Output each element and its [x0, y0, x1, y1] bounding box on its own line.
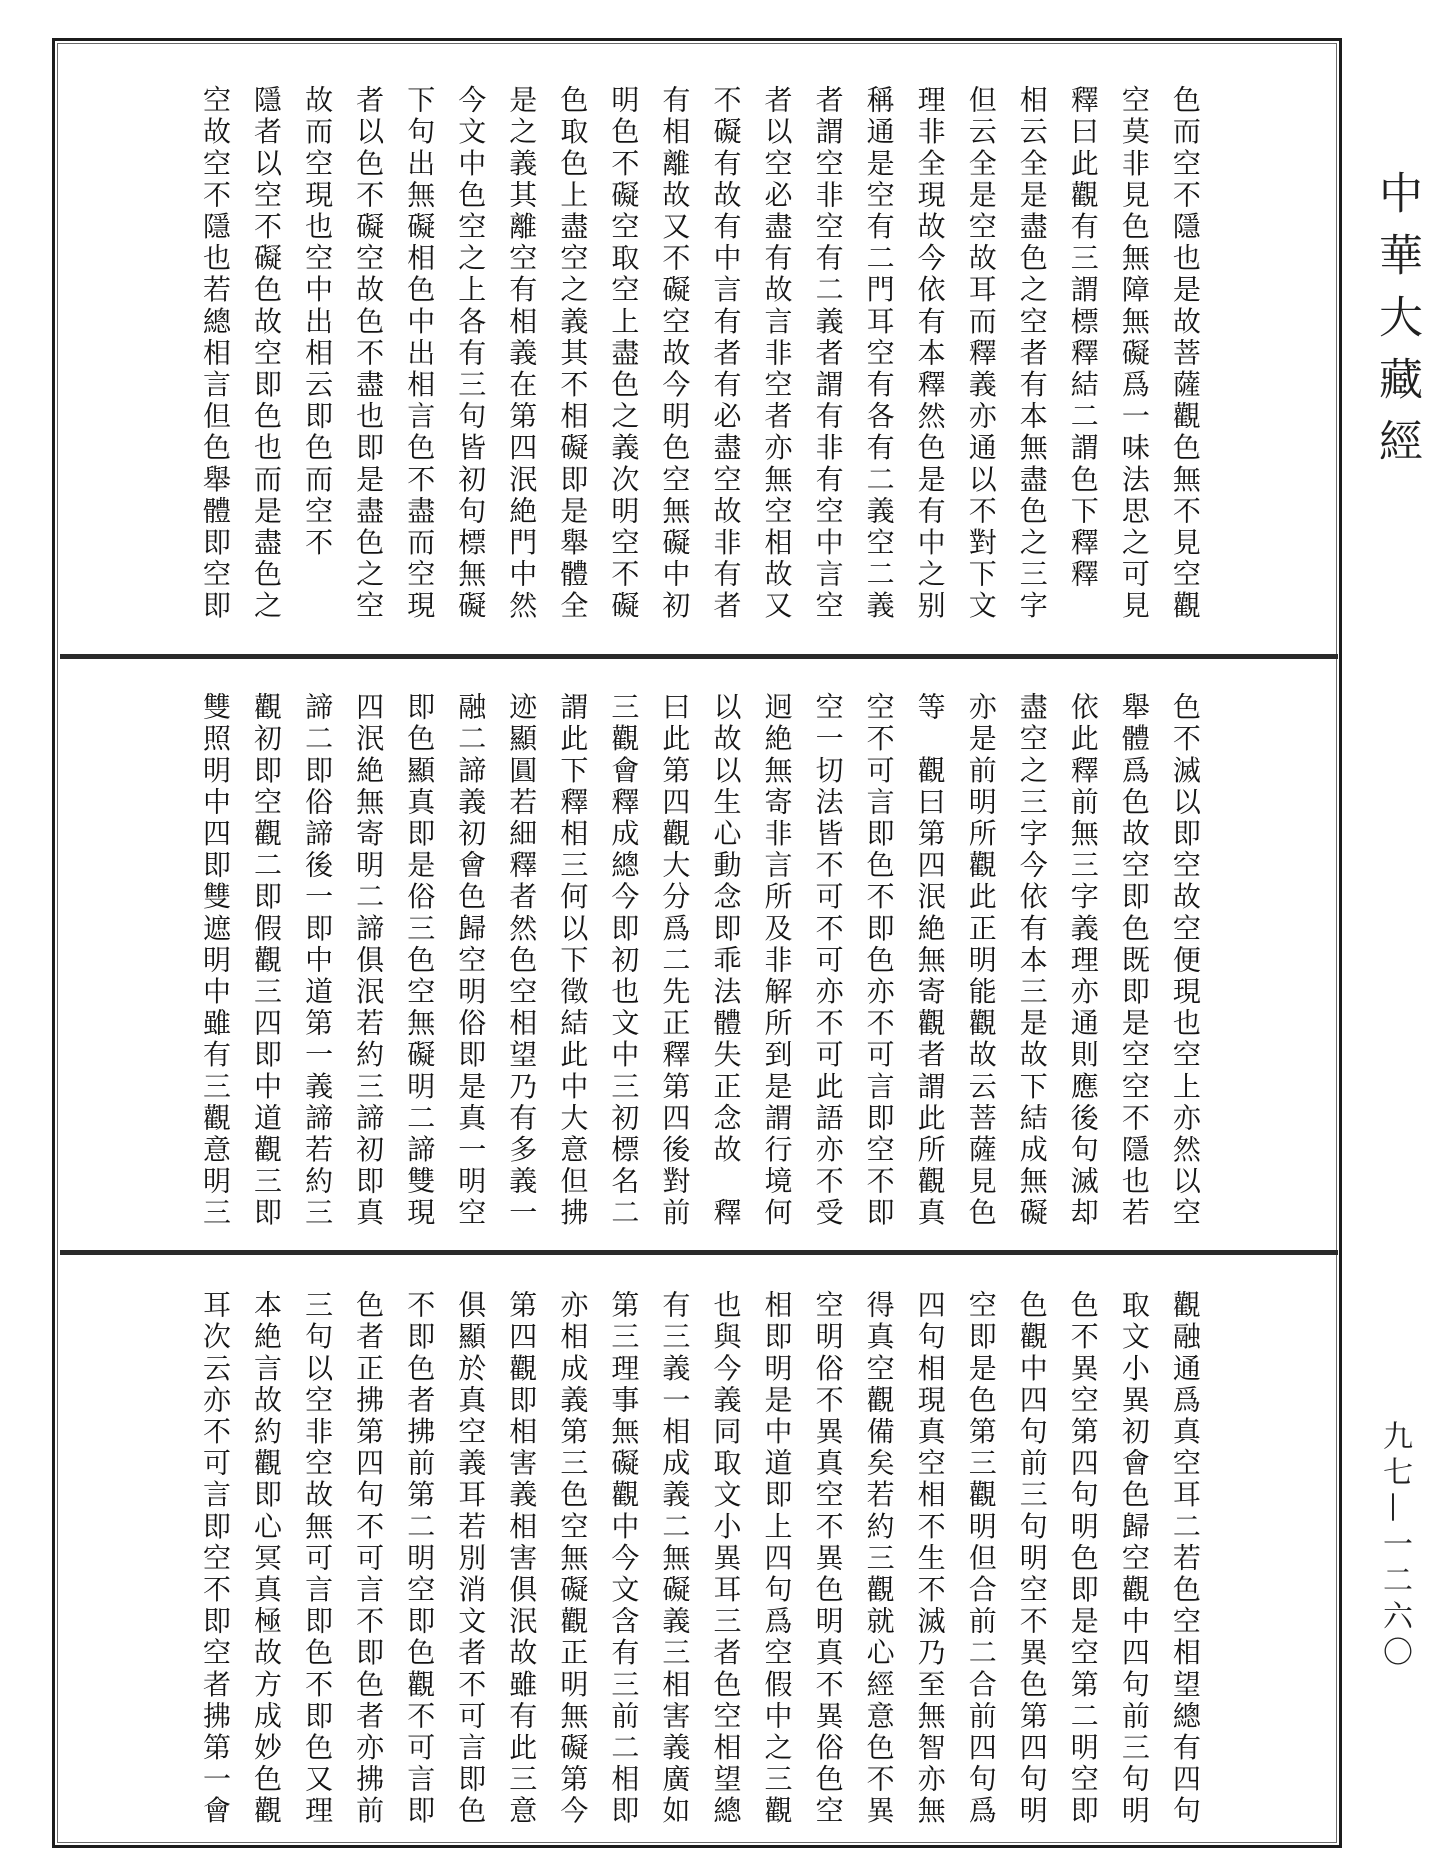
- text-panel-middle: [195, 692, 1205, 1232]
- text-column: 色不異空第四句明色即是空第二明空即: [1066, 1290, 1100, 1828]
- text-panel-bottom: [195, 1290, 1205, 1830]
- text-column: 迹顯圓若細釋者然色空相望乃有多義一: [505, 692, 539, 1230]
- text-column: 隱者以空不礙色故空即色也而是盡色之: [250, 85, 284, 623]
- text-column: 盡空之三字今依有本三是故下結成無礙: [1015, 692, 1049, 1230]
- text-column: 空故空不隱也若總相言但色舉體即空即: [199, 85, 232, 623]
- text-column: 四泯絶無寄明二諦俱泯若約三諦初即真: [352, 692, 386, 1230]
- text-column: 明色不礙空取空上盡色之義次明空不礙: [607, 85, 641, 623]
- text-column: 四句相現真空相不生不滅乃至無智亦無: [913, 1290, 947, 1828]
- text-column: 亦是前明所觀此正明能觀故云菩薩見色: [964, 692, 998, 1230]
- text-column: 三句以空非空故無可言即色不即色又理: [301, 1290, 335, 1828]
- text-column: 理非全現故今依有本釋然色是有中之别: [913, 85, 947, 623]
- text-column: 色者正拂第四句不可言不即色者亦拂前: [352, 1290, 386, 1828]
- text-column: 空莫非見色無障無礙爲一味法思之可見: [1117, 85, 1151, 623]
- text-column: 空即是色第三觀明但合前二合前四句爲: [964, 1290, 998, 1828]
- text-column: 是之義其離空有相義在第四泯絶門中然: [505, 85, 539, 623]
- text-column: 色觀中四句前三句明空不異色第四句明: [1015, 1290, 1049, 1828]
- text-column: 相即明是中道即上四句爲空假中之三觀: [760, 1290, 794, 1828]
- text-column: 釋曰此觀有三謂標釋結二謂色下釋釋: [1066, 85, 1100, 591]
- text-column: 相云全是盡色之空者有本無盡色之三字: [1015, 85, 1049, 623]
- text-column: 不礙有故有中言有者有必盡空故非有者: [709, 85, 743, 623]
- text-column: 但云全是空故耳而釋義亦通以不對下文: [964, 85, 998, 623]
- text-column: 色而空不隱也是故菩薩觀色無不見空觀: [1168, 85, 1202, 623]
- text-column: 以故以生心動念即乖法體失正念故 釋: [709, 692, 743, 1230]
- text-column: 第三理事無礙觀中今文含有三前二相即: [607, 1290, 641, 1828]
- text-column: 依此釋前無三字義理亦通則應後句滅却: [1066, 692, 1100, 1230]
- text-column: 空一切法皆不可不可亦不可此語亦不受: [811, 692, 845, 1230]
- text-column: 空不可言即色不即色亦不可言即空不即: [862, 692, 896, 1230]
- text-column: 觀融通爲真空耳二若色空相望總有四句: [1168, 1290, 1202, 1828]
- text-column: 本絶言故約觀即心冥真極故方成妙色觀: [250, 1290, 284, 1828]
- text-column: 色不滅以即空故空便現也空上亦然以空: [1168, 692, 1202, 1230]
- text-column: 即色顯真即是俗三色空無礙明二諦雙現: [403, 692, 437, 1230]
- text-column: 舉體爲色故空即色既即是空空不隱也若: [1117, 692, 1151, 1230]
- text-column: 曰此第四觀大分爲二先正釋第四後對前: [658, 692, 692, 1230]
- text-column: 取文小異初會色歸空觀中四句前三句明: [1117, 1290, 1151, 1828]
- text-column: 亦相成義第三色空無礙觀正明無礙第今: [556, 1290, 590, 1828]
- text-column: 不即色者拂前第二明空即色觀不可言即: [403, 1290, 437, 1828]
- divider-bottom: [60, 1250, 1338, 1255]
- text-column: 謂此下釋相三何以下徵結此中大意但拂: [556, 692, 590, 1230]
- text-column: 得真空觀備矣若約三觀就心經意色不異: [862, 1290, 896, 1828]
- text-column: 下句出無礙相色中出相言色不盡而空現: [403, 85, 437, 623]
- text-column: 色取色上盡空之義其不相礙即是舉體全: [556, 85, 590, 623]
- text-panel-top: [195, 85, 1205, 625]
- divider-top: [60, 654, 1338, 659]
- text-column: 融二諦義初會色歸空明俗即是真一明空: [454, 692, 488, 1230]
- text-column: 雙照明中四即雙遮明中雖有三觀意明三: [199, 692, 232, 1230]
- text-column: 耳次云亦不可言即空不即空者拂第一會: [199, 1290, 232, 1828]
- text-column: 者以空必盡有故言非空者亦無空相故又: [760, 85, 794, 623]
- text-column: 故而空現也空中出相云即色而空不: [301, 85, 335, 559]
- text-column: 迥絶無寄非言所及非解所到是謂行境何: [760, 692, 794, 1230]
- text-column: 觀初即空觀二即假觀三四即中道觀三即: [250, 692, 284, 1230]
- text-column: 有相離故又不礙空故今明色空無礙中初: [658, 85, 692, 623]
- text-column: 第四觀即相害義相害俱泯故雖有此三意: [505, 1290, 539, 1828]
- text-column: 等 觀曰第四泯絶無寄觀者謂此所觀真: [913, 692, 947, 1230]
- text-column: 今文中色空之上各有三句皆初句標無礙: [454, 85, 488, 623]
- text-column: 稱通是空有二門耳空有各有二義空二義: [862, 85, 896, 623]
- text-column: 諦二即俗諦後一即中道第一義諦若約三: [301, 692, 335, 1230]
- collection-title: 中華大藏經: [1371, 170, 1422, 480]
- text-column: 有三義一相成義二無礙義三相害義廣如: [658, 1290, 692, 1828]
- text-column: 俱顯於真空義耳若別消文者不可言即色: [454, 1290, 488, 1828]
- text-column: 三觀會釋成總今即初也文中三初標名二: [607, 692, 641, 1230]
- text-column: 也與今義同取文小異耳三者色空相望總: [709, 1290, 743, 1828]
- page-number: 九七—一二六〇: [1377, 1420, 1412, 1672]
- text-column: 空明俗不異真空不異色明真不異俗色空: [811, 1290, 845, 1828]
- text-column: 者以色不礙空故色不盡也即是盡色之空: [352, 85, 386, 623]
- text-column: 者謂空非空有二義者謂有非有空中言空: [811, 85, 845, 623]
